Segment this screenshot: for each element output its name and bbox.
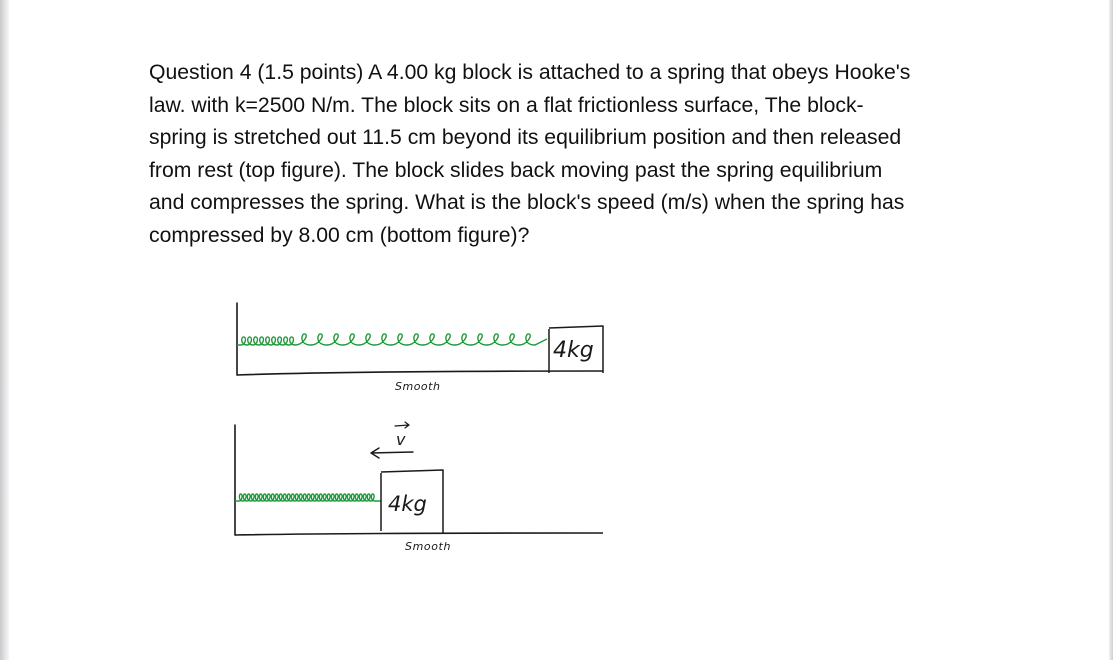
top-surface-label: Smooth [395,380,441,393]
page-right-edge [1109,0,1113,660]
question-line-4: from rest (top figure). The block slides back moving past the spring equilibrium [149,158,883,182]
question-line-1: Question 4 (1.5 points) A 4.00 kg block is attached to a spring that obeys Hooke's [149,61,911,84]
question-text [149,57,989,253]
velocity-vector-bar [395,422,409,428]
bottom-surface-line [235,533,603,535]
top-block-label: 4kg [553,338,594,363]
spring-block-drawing [225,295,615,555]
velocity-label: v [396,430,406,449]
bottom-figure [235,422,603,553]
bottom-compressed-spring [235,494,381,501]
top-surface-line [237,371,603,375]
velocity-arrow [371,448,413,458]
top-figure [237,303,603,393]
question-line-3: spring is stretched out 11.5 cm beyond its equilibrium position and then released [149,126,902,150]
question-line-6: compressed by 8.00 cm (bottom figure)? [149,223,530,247]
page-left-edge [0,0,9,660]
bottom-surface-label: Smooth [405,540,452,553]
top-stretched-spring [237,334,547,345]
question-line-5: and compresses the spring. What is the block's speed (m/s) when the spring has [149,191,905,215]
bottom-block-label: 4kg [388,492,427,516]
question-line-2: law. with k=2500 N/m. The block sits on a flat frictionless surface, The block- [149,93,864,117]
spring-block-figure [225,295,615,560]
